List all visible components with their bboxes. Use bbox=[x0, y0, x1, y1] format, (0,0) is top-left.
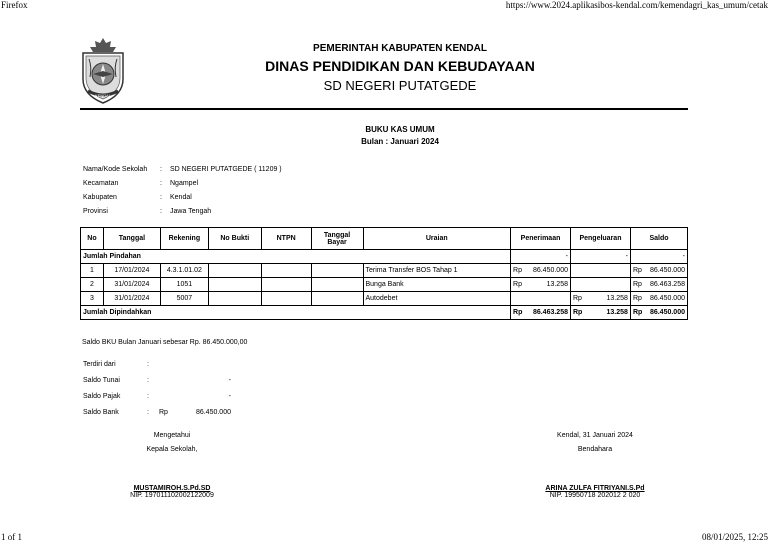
cell-tanggal: 31/01/2024 bbox=[103, 292, 160, 306]
col-header: Uraian bbox=[363, 228, 511, 250]
col-header: NTPN bbox=[261, 228, 311, 250]
cell-no: 3 bbox=[81, 292, 104, 306]
browser-app-name: Firefox bbox=[1, 0, 28, 10]
kendal-emblem-logo bbox=[80, 37, 126, 105]
total-label: Jumlah Dipindahkan bbox=[81, 306, 511, 320]
breakdown-item-value: 86.450.000 bbox=[195, 408, 231, 416]
breakdown-item-value: - bbox=[228, 376, 231, 384]
breakdown-label: Terdiri dari bbox=[83, 360, 116, 368]
pindahan-label: Jumlah Pindahan bbox=[81, 250, 511, 264]
breakdown-item-value: - bbox=[228, 392, 231, 400]
header-school: SD NEGERI PUTATGEDE bbox=[323, 78, 477, 93]
browser-footer bbox=[0, 532, 768, 544]
info-value: SD NEGERI PUTATGEDE ( 11209 ) bbox=[170, 165, 282, 173]
cell-tanggal-bayar bbox=[311, 278, 363, 292]
table-row bbox=[81, 292, 688, 306]
sig-left-name: MUSTAMIROH.S.Pd.SD bbox=[133, 485, 211, 492]
cell-ntpn bbox=[261, 292, 311, 306]
school-info bbox=[83, 162, 282, 218]
breakdown-item-label: Saldo Pajak bbox=[83, 392, 121, 400]
cell-uraian: Autodebet bbox=[363, 292, 511, 306]
col-header: No bbox=[81, 228, 104, 250]
col-header: Saldo bbox=[630, 228, 687, 250]
info-row-district: Kecamatan : Ngampel bbox=[83, 179, 199, 187]
sig-left-nip: NIP. 197011102002122009 bbox=[130, 492, 214, 499]
cell-tanggal-bayar bbox=[311, 292, 363, 306]
col-header: Tanggal Bayar bbox=[311, 228, 363, 250]
cell-no: 1 bbox=[81, 264, 104, 278]
cell-penerimaan: Rp 13.258 bbox=[511, 278, 571, 292]
cell-rekening: 1051 bbox=[160, 278, 208, 292]
document-period: Bulan : Januari 2024 bbox=[361, 137, 439, 146]
cell-tanggal: 31/01/2024 bbox=[103, 278, 160, 292]
info-label: Provinsi bbox=[83, 207, 108, 215]
cell-saldo: Rp 86.450.000 bbox=[630, 292, 687, 306]
sig-right-line1: Kendal, 31 Januari 2024 bbox=[557, 432, 633, 439]
page-number: 1 of 1 bbox=[1, 532, 22, 542]
pindahan-penerimaan: - bbox=[511, 250, 571, 264]
sig-right-line2: Bendahara bbox=[577, 446, 613, 453]
cell-no-bukti bbox=[208, 264, 261, 278]
cell-uraian: Bunga Bank bbox=[363, 278, 511, 292]
cell-no: 2 bbox=[81, 278, 104, 292]
info-value: Kendal bbox=[170, 193, 192, 201]
table-row bbox=[81, 278, 688, 292]
total-pengeluaran: Rp 13.258 bbox=[571, 306, 631, 320]
col-header: No Bukti bbox=[208, 228, 261, 250]
cell-pengeluaran bbox=[571, 264, 631, 278]
sig-right-name: ARINA ZULFA FITRIYANI.S.Pd bbox=[545, 485, 645, 492]
print-datetime: 08/01/2025, 12:25 bbox=[701, 532, 768, 542]
cell-tanggal-bayar bbox=[311, 264, 363, 278]
table-row-total bbox=[81, 306, 688, 320]
saldo-summary: Saldo BKU Bulan Januari sebesar Rp. 86.450.000,00 bbox=[82, 339, 248, 346]
document-title: BUKU KAS UMUM bbox=[365, 125, 435, 134]
info-value: Ngampel bbox=[170, 179, 199, 187]
cell-rekening: 4.3.1.01.02 bbox=[160, 264, 208, 278]
signature-right bbox=[530, 432, 660, 499]
info-row-regency: Kabupaten : Kendal bbox=[83, 193, 192, 201]
col-header: Penerimaan bbox=[511, 228, 571, 250]
header-divider bbox=[80, 108, 688, 110]
cell-saldo: Rp 86.450.000 bbox=[630, 264, 687, 278]
info-label: Nama/Kode Sekolah bbox=[83, 165, 148, 173]
cell-pengeluaran bbox=[571, 278, 631, 292]
cell-rekening: 5007 bbox=[160, 292, 208, 306]
cell-no-bukti bbox=[208, 292, 261, 306]
table-header-row bbox=[81, 228, 688, 250]
cell-no-bukti bbox=[208, 278, 261, 292]
breakdown-item-label: Saldo Tunai bbox=[83, 376, 120, 384]
table-row-pindahan bbox=[81, 250, 688, 264]
saldo-breakdown: Terdiri dari : Saldo Tunai : - Saldo Pajak : - Saldo Bank : Rp 86.450.000 bbox=[83, 360, 231, 416]
svg-text:KENDAL: KENDAL bbox=[94, 93, 112, 98]
browser-url: https://www.2024.aplikasibos-kendal.com/kemendagri_kas_umum/cetak bbox=[505, 0, 768, 10]
pindahan-pengeluaran: - bbox=[571, 250, 631, 264]
cell-penerimaan: Rp 86.450.000 bbox=[511, 264, 571, 278]
total-penerimaan: Rp 86.463.258 bbox=[511, 306, 571, 320]
cell-penerimaan bbox=[511, 292, 571, 306]
header-government: PEMERINTAH KABUPATEN KENDAL bbox=[313, 43, 487, 54]
info-label: Kecamatan bbox=[83, 179, 119, 187]
table-row bbox=[81, 264, 688, 278]
pindahan-saldo: - bbox=[630, 250, 687, 264]
cell-tanggal: 17/01/2024 bbox=[103, 264, 160, 278]
info-value: Jawa Tengah bbox=[170, 207, 212, 215]
browser-header bbox=[0, 0, 768, 12]
cash-book-table bbox=[80, 227, 688, 320]
breakdown-item-label: Saldo Bank bbox=[83, 408, 119, 416]
sig-right-nip: NIP. 19950718 202012 2 020 bbox=[549, 492, 641, 499]
sig-left-line1: Mengetahui bbox=[153, 432, 191, 439]
info-row-province: Provinsi : Jawa Tengah bbox=[83, 207, 212, 215]
cell-pengeluaran: Rp 13.258 bbox=[571, 292, 631, 306]
cell-saldo: Rp 86.463.258 bbox=[630, 278, 687, 292]
total-saldo: Rp 86.450.000 bbox=[630, 306, 687, 320]
info-label: Kabupaten bbox=[83, 193, 117, 201]
cell-uraian: Terima Transfer BOS Tahap 1 bbox=[363, 264, 511, 278]
col-header: Rekening bbox=[160, 228, 208, 250]
col-header: Pengeluaran bbox=[571, 228, 631, 250]
sig-left-line2: Kepala Sekolah, bbox=[146, 446, 198, 453]
cell-ntpn bbox=[261, 264, 311, 278]
col-header: Tanggal bbox=[103, 228, 160, 250]
header-department: DINAS PENDIDIKAN DAN KEBUDAYAAN bbox=[265, 58, 535, 74]
info-row-school: Nama/Kode Sekolah : SD NEGERI PUTATGEDE ( 11209 ) bbox=[83, 165, 282, 173]
cell-ntpn bbox=[261, 278, 311, 292]
signature-left bbox=[112, 432, 232, 499]
